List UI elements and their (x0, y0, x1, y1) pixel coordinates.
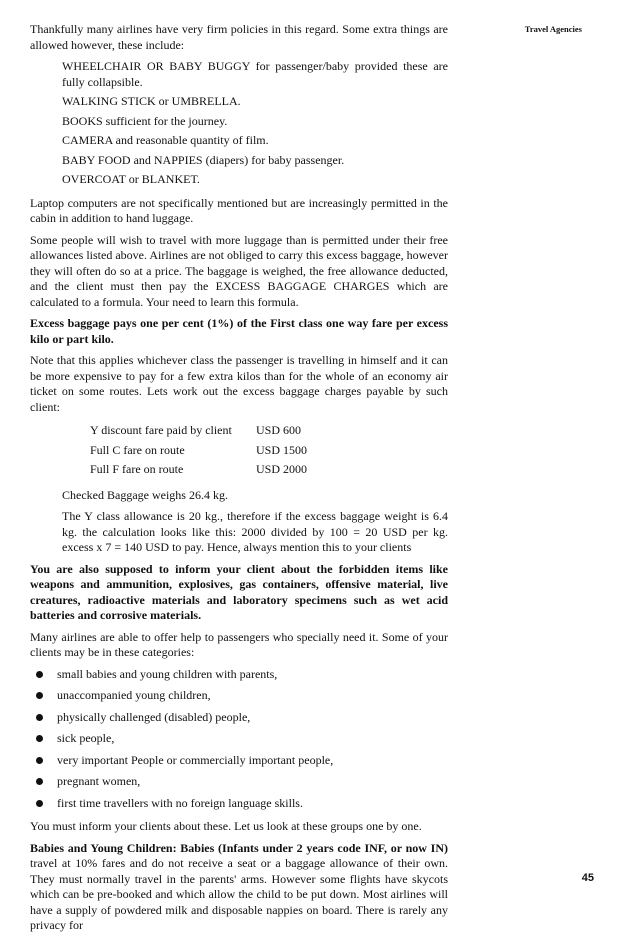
fare-row (90, 441, 307, 461)
passenger-categories-list (30, 667, 448, 812)
special-help-paragraph: Many airlines are able to offer help to passengers who specially need it. Some of your clients may be in these categories: (30, 629, 448, 659)
page-number: 45 (581, 872, 594, 884)
list-item: unaccompanied young children, (30, 688, 448, 704)
list-item: physically challenged (disabled) people, (30, 710, 448, 726)
fare-label: Full F fare on route (90, 462, 184, 476)
babies-paragraph (30, 841, 448, 934)
excess-baggage-paragraph: Some people will wish to travel with more luggage than is permitted under their free allowances listed above. Airlines are not obliged to carry this excess baggage, however they will often do so at a price. The baggage is weighed, the free allowance deducted, and the client must then pay the EXCESS BAGGAGE CHARGES which are calculated to a formula. Your need to learn this formula. (30, 232, 448, 309)
fare-row (90, 460, 307, 480)
list-item: first time travellers with no foreign language skills. (30, 796, 448, 812)
running-header: Travel Agencies (524, 24, 582, 34)
inform-paragraph: You must inform your clients about these. Let us look at these groups one by one. (30, 819, 422, 833)
fare-table (90, 421, 307, 480)
bullet-icon (36, 778, 43, 785)
bullet-icon (36, 735, 43, 742)
bullet-icon (36, 800, 43, 807)
fare-value: USD 2000 (256, 462, 308, 476)
allowed-item: WALKING STICK or UMBRELLA. (62, 94, 241, 108)
fare-row (90, 421, 307, 441)
intro-paragraph: Thankfully many airlines have very firm policies in this regard. Some extra things are allowed however, these include: (30, 22, 448, 52)
checked-baggage-line: Checked Baggage weighs 26.4 kg. (62, 487, 228, 502)
body-column (30, 22, 448, 940)
fare-label: Full C fare on route (90, 442, 185, 457)
allowed-items-list (30, 59, 448, 188)
bullet-icon (36, 714, 43, 721)
list-item: small babies and young children with parents, (30, 667, 448, 683)
laptop-paragraph: Laptop computers are not specifically mentioned but are increasingly permitted in the cabin in addition to hand luggage. (30, 195, 448, 225)
fare-value: USD 1500 (256, 442, 308, 457)
bullet-icon (36, 692, 43, 699)
forbidden-items-paragraph: You are also supposed to inform your client about the forbidden items like weapons and ammunition, explosives, gas containers, offensive material, live creatures, radioactive materials and laboratory specimens such as wet acid batteries and corrosive materials. (30, 561, 448, 622)
bullet-icon (36, 671, 43, 678)
babies-text: travel at 10% fares and do not receive a seat or a baggage allowance of their own. They must normally travel in the parents' arms. However some flights have skycots which can be pre-booked and which allow the child to be put down. Most airlines will have a supply of powdered milk and disposable nappies on board. There is rarely any privacy for (30, 856, 448, 932)
fare-value: USD 600 (256, 423, 302, 437)
list-item: pregnant women, (30, 774, 448, 790)
note-paragraph: Note that this applies whichever class the passenger is travelling in himself and it can be more expensive to pay for a few extra kilos than for the whole of an economy air ticket on some routes. Lets work out the excess baggage charges payable by such client: (30, 353, 448, 414)
list-item: very important People or commercially important people, (30, 753, 448, 769)
allowed-item: CAMERA and reasonable quantity of film. (62, 133, 269, 147)
allowed-item: OVERCOAT or BLANKET. (62, 172, 200, 186)
bullet-icon (36, 757, 43, 764)
allowed-item: BOOKS sufficient for the journey. (62, 113, 228, 128)
babies-heading: Babies and Young Children: Babies (Infants under 2 years code INF, or now IN) (30, 840, 448, 855)
list-item: sick people, (30, 731, 448, 747)
fare-label: Y discount fare paid by client (90, 423, 232, 437)
allowed-item: BABY FOOD and NAPPIES (diapers) for baby passenger. (62, 152, 345, 167)
allowed-item: WHEELCHAIR OR BABY BUGGY for passenger/baby provided these are fully collapsible. (62, 59, 448, 89)
calculation-paragraph: The Y class allowance is 20 kg., therefore if the excess baggage weight is 6.4 kg. the calculation looks like this: 2000 divided by 100 = 20 USD per kg. excess x 7 = 140 USD to pay. Hence, always mention this to your clients (62, 509, 448, 554)
formula-paragraph: Excess baggage pays one per cent (1%) of the First class one way fare per excess kilo or part kilo. (30, 316, 448, 346)
